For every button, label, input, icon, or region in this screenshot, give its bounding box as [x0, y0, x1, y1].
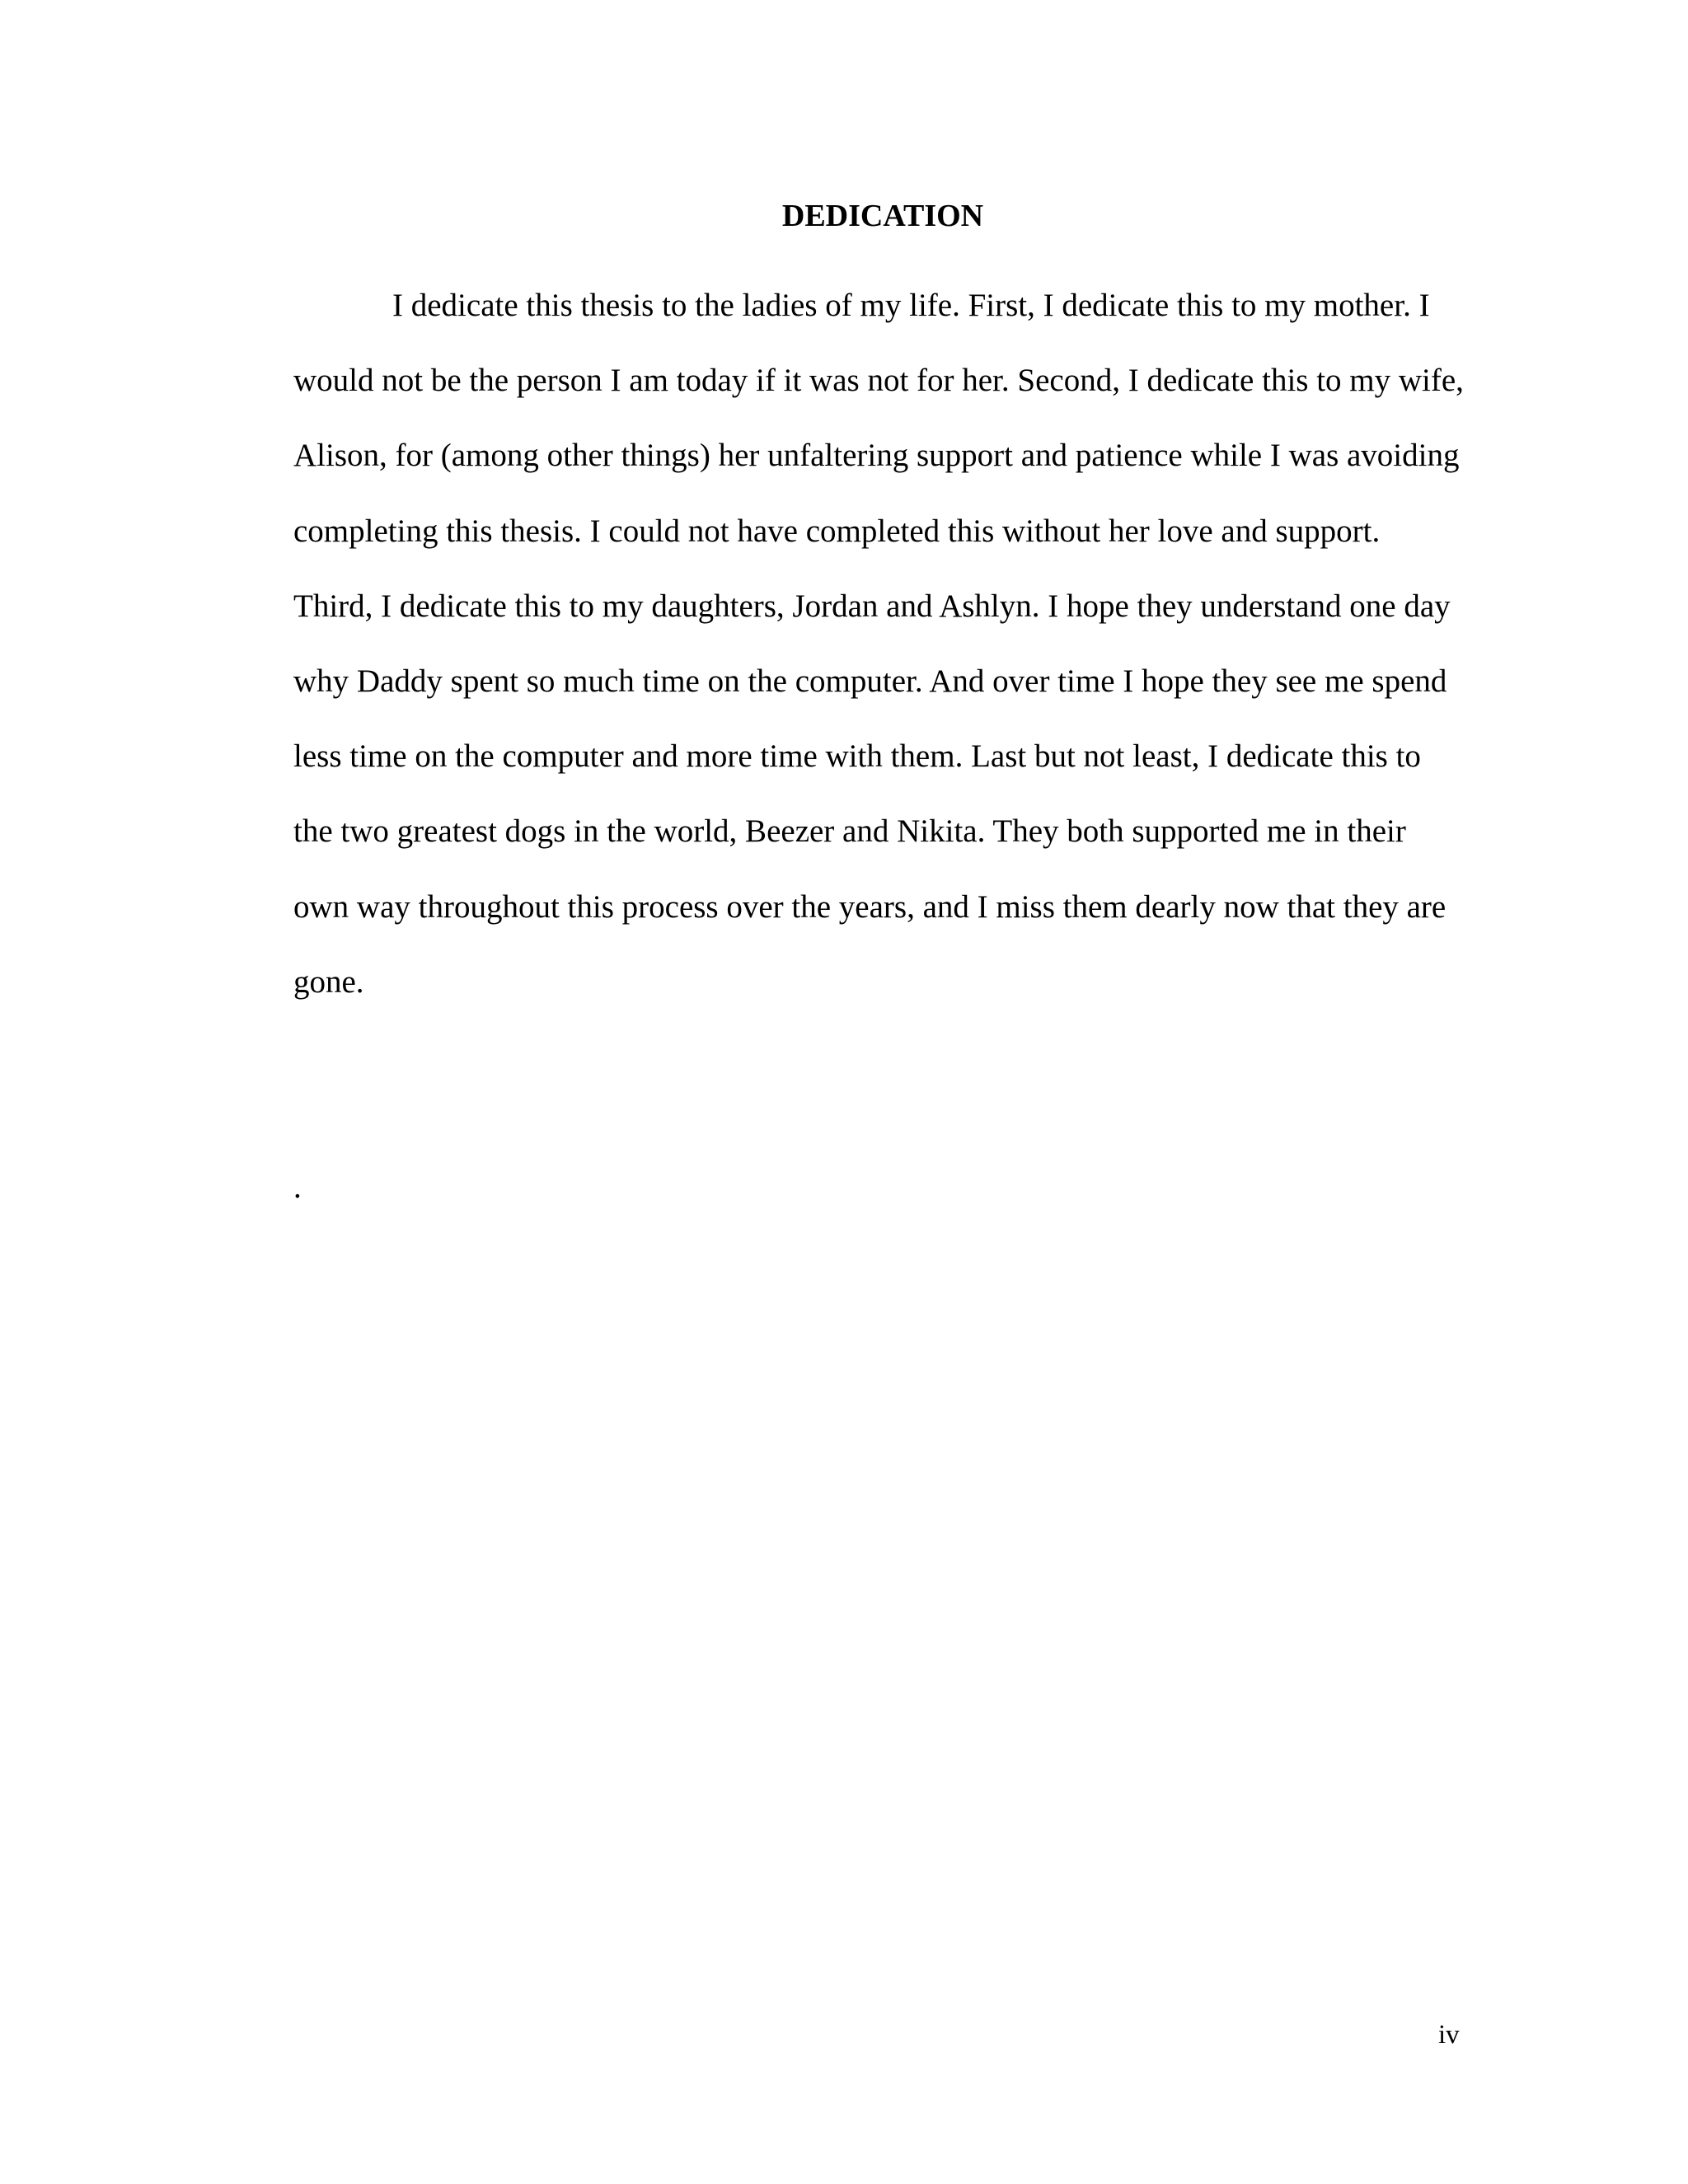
page-title: DEDICATION — [781, 199, 984, 233]
page-number: iv — [1438, 2020, 1460, 2050]
trailing-period: . — [293, 1169, 302, 1205]
dedication-paragraph: I dedicate this thesis to the ladies of my life. First, I dedicate this to my mother. I would not be the person I am today if it was not for her. Second, I dedicate this to my wife, Alison, for (among other things) her unfaltering support and patience while I was avoiding completing this thesis. I could not have completed this without her love and support. Third, I dedicate this to my daughters, Jordan and Ashlyn. I hope they understand one day why Daddy spent so much time on the computer. And over time I hope they see me spend less time on the computer and more time with them. Last but not least, I dedicate this to the two greatest dogs in the world, Beezer and Nikita. They both supported me in their own way throughout this process over the years, and I miss them dearly now that they are gone. — [293, 288, 1464, 1000]
